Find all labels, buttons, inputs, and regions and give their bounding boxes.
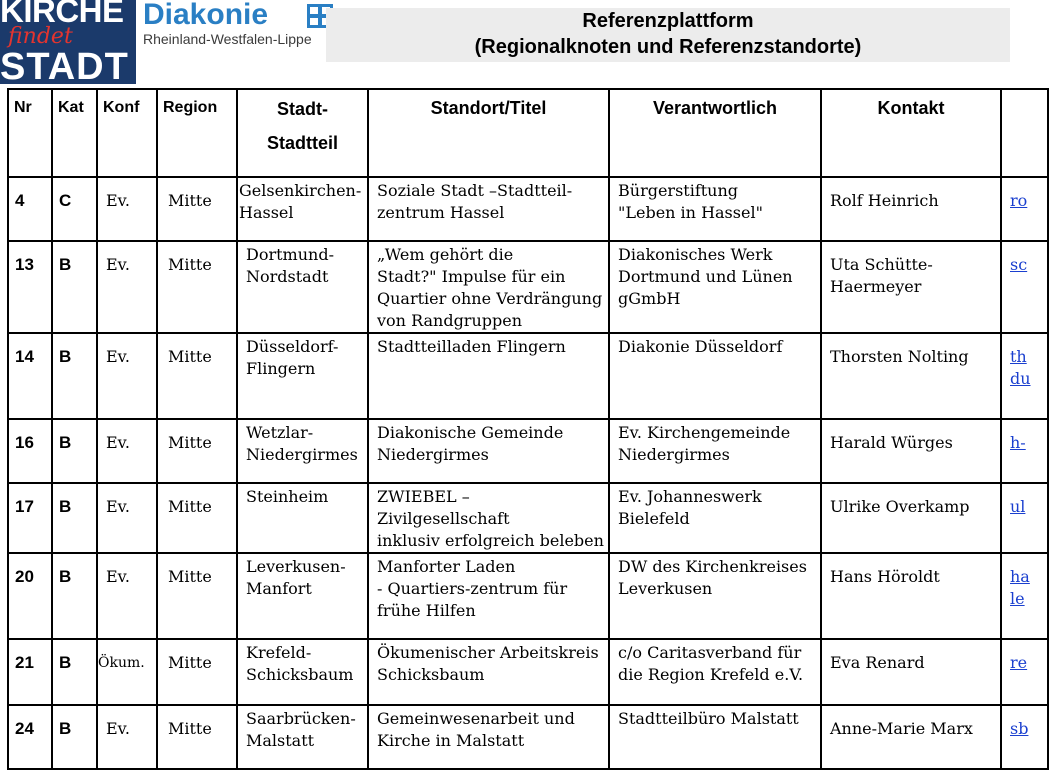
cell-kat: C <box>52 177 97 241</box>
cell-standort-line: „Wem gehört die <box>377 245 514 264</box>
cell-stadt-line: Manfort <box>246 579 312 598</box>
cell-verantwortlich-line: Ev. Johanneswerk <box>618 487 762 506</box>
cell-standort <box>368 419 609 483</box>
cell-verantwortlich <box>609 639 821 705</box>
diakonie-name: Diakonie <box>143 0 269 31</box>
cell-standort <box>368 241 609 333</box>
cell-kat: B <box>52 553 97 639</box>
cell-nr: 20 <box>8 553 52 639</box>
cell-link[interactable] <box>1001 553 1048 639</box>
cell-verantwortlich-line: Ev. Kirchengemeinde <box>618 423 791 442</box>
cell-kontakt-line: Hans Höroldt <box>830 567 940 586</box>
table-row <box>8 333 1048 419</box>
cell-region: Mitte <box>157 639 237 705</box>
cell-kat: B <box>52 705 97 769</box>
diakonie-region: Rheinland-Westfalen-Lippe <box>143 31 312 47</box>
cell-region: Mitte <box>157 333 237 419</box>
cell-link[interactable] <box>1001 177 1048 241</box>
cell-kontakt <box>821 553 1001 639</box>
cell-standort-line: inklusiv erfolgreich beleben <box>377 531 604 550</box>
cell-konf: Ökum. <box>97 639 157 705</box>
cell-standort-line: Niedergirmes <box>377 445 489 464</box>
cell-link[interactable] <box>1001 639 1048 705</box>
contact-email-link[interactable]: ul <box>1010 497 1026 516</box>
cell-stadt-line: Krefeld- <box>246 643 312 662</box>
col-header-konf: Konf <box>97 89 157 177</box>
cell-verantwortlich <box>609 333 821 419</box>
cell-verantwortlich-line: Dortmund und Lünen <box>618 267 793 286</box>
cell-nr: 13 <box>8 241 52 333</box>
cell-kontakt <box>821 639 1001 705</box>
cell-kontakt <box>821 419 1001 483</box>
cell-stadt-line: Hassel <box>239 203 294 222</box>
logo-text-findet: findet <box>8 24 73 49</box>
cell-nr: 24 <box>8 705 52 769</box>
cell-standort-line: ZWIEBEL – Zivilgesellschaft <box>377 487 510 528</box>
cell-kontakt-line: Harald Würges <box>830 433 953 452</box>
cell-region: Mitte <box>157 483 237 553</box>
cell-standort-line: Kirche in Malstatt <box>377 731 525 750</box>
cell-kontakt <box>821 241 1001 333</box>
cell-verantwortlich <box>609 553 821 639</box>
table-row <box>8 705 1048 769</box>
contact-email-link[interactable]: ha <box>1010 567 1030 586</box>
col-header-stadt-line2: Stadtteil <box>266 133 338 153</box>
cell-standort <box>368 705 609 769</box>
table-row <box>8 483 1048 553</box>
contact-email-link[interactable]: sc <box>1010 255 1028 274</box>
cell-stadt-line: Flingern <box>246 359 316 378</box>
cell-region: Mitte <box>157 241 237 333</box>
cell-stadt-line: Nordstadt <box>246 267 329 286</box>
cell-region: Mitte <box>157 177 237 241</box>
cell-standort-line: Soziale Stadt –Stadtteil- <box>377 181 573 200</box>
cell-verantwortlich <box>609 483 821 553</box>
cell-kat: B <box>52 419 97 483</box>
cell-stadt <box>237 553 368 639</box>
cell-link[interactable] <box>1001 333 1048 419</box>
contact-email-link[interactable]: le <box>1010 589 1025 608</box>
contact-email-link[interactable]: sb <box>1010 719 1029 738</box>
cell-nr: 4 <box>8 177 52 241</box>
cell-stadt <box>237 177 368 241</box>
cell-standort <box>368 483 609 553</box>
cell-kontakt-line: Anne-Marie Marx <box>830 719 973 738</box>
cell-link[interactable] <box>1001 419 1048 483</box>
col-header-kat: Kat <box>52 89 97 177</box>
contact-email-link[interactable]: th <box>1010 347 1027 366</box>
cell-standort-line: frühe Hilfen <box>377 601 476 620</box>
cell-standort-line: zentrum Hassel <box>377 203 505 222</box>
cell-verantwortlich-line: Diakonie Düsseldorf <box>618 337 783 356</box>
cell-verantwortlich-line: Niedergirmes <box>618 445 730 464</box>
cell-stadt-line: Steinheim <box>246 487 329 506</box>
cell-verantwortlich <box>609 419 821 483</box>
col-header-standort: Standort/Titel <box>368 89 609 177</box>
cell-konf: Ev. <box>97 241 157 333</box>
cell-standort-line: Stadt?" Impulse für ein <box>377 267 566 286</box>
cell-konf: Ev. <box>97 705 157 769</box>
cell-standort-line: Diakonische Gemeinde <box>377 423 564 442</box>
cell-verantwortlich-line: Bielefeld <box>618 509 690 528</box>
cell-konf: Ev. <box>97 553 157 639</box>
diakonie-logo <box>141 0 336 50</box>
cell-verantwortlich-line: die Region Krefeld e.V. <box>618 665 804 684</box>
col-header-stadt-line1: Stadt- <box>277 99 328 119</box>
cell-standort <box>368 177 609 241</box>
cell-standort-line: Schicksbaum <box>377 665 485 684</box>
cell-link[interactable] <box>1001 241 1048 333</box>
cell-nr: 14 <box>8 333 52 419</box>
table-row <box>8 241 1048 333</box>
title-line-2: (Regionalknoten und Referenzstandorte) <box>474 36 862 58</box>
cell-stadt-line: Leverkusen- <box>246 557 346 576</box>
cell-kontakt <box>821 177 1001 241</box>
cell-konf: Ev. <box>97 333 157 419</box>
cell-kat: B <box>52 241 97 333</box>
cell-stadt <box>237 333 368 419</box>
page-title <box>326 8 1010 62</box>
contact-email-link[interactable]: ro <box>1010 191 1028 210</box>
title-line-1: Referenzplattform <box>582 10 754 32</box>
cell-standort-line: Manforter Laden <box>377 557 516 576</box>
cell-stadt-line: Saarbrücken- <box>246 709 356 728</box>
cell-region: Mitte <box>157 705 237 769</box>
cell-stadt-line: Schicksbaum <box>246 665 354 684</box>
contact-email-link[interactable]: h- <box>1010 433 1026 452</box>
cell-region: Mitte <box>157 419 237 483</box>
logo-text-kirche: KIRCHE <box>0 0 124 29</box>
cell-stadt-line: Niedergirmes <box>246 445 358 464</box>
cell-kat: B <box>52 639 97 705</box>
cell-verantwortlich-line: "Leben in Hassel" <box>618 203 763 222</box>
cell-verantwortlich <box>609 241 821 333</box>
cell-standort-line: - Quartiers-zentrum für <box>377 579 568 598</box>
cell-kat: B <box>52 483 97 553</box>
cell-stadt <box>237 241 368 333</box>
cell-verantwortlich-line: Diakonisches Werk <box>618 245 773 264</box>
reference-table <box>7 88 1049 770</box>
cell-verantwortlich-line: Stadtteilbüro Malstatt <box>618 709 799 728</box>
cell-verantwortlich-line: c/o Caritasverband für <box>618 643 802 662</box>
table-row <box>8 419 1048 483</box>
cell-verantwortlich <box>609 177 821 241</box>
col-header-region: Region <box>157 89 237 177</box>
cell-konf: Ev. <box>97 419 157 483</box>
cell-standort-line: Ökumenischer Arbeitskreis <box>377 643 599 662</box>
logo-text-stadt: STADT <box>0 46 129 88</box>
cell-standort-line: Quartier ohne Verdrängung <box>377 289 603 308</box>
col-header-nr: Nr <box>8 89 52 177</box>
cell-verantwortlich-line: DW des Kirchenkreises <box>618 557 807 576</box>
cell-kontakt-line: Uta Schütte- <box>830 255 933 274</box>
cell-stadt <box>237 483 368 553</box>
cell-verantwortlich-line: Leverkusen <box>618 579 713 598</box>
cell-standort-line: Stadtteilladen Flingern <box>377 337 566 356</box>
cell-verantwortlich-line: gGmbH <box>618 289 681 308</box>
cell-kontakt-line: Haermeyer <box>830 277 922 296</box>
cell-link[interactable] <box>1001 705 1048 769</box>
cell-stadt-line: Malstatt <box>246 731 315 750</box>
cell-stadt <box>237 705 368 769</box>
cell-stadt-line: Gelsenkirchen- <box>239 181 362 200</box>
cell-verantwortlich-line: Bürgerstiftung <box>618 181 739 200</box>
cell-kontakt-line: Ulrike Overkamp <box>830 497 970 516</box>
cell-standort <box>368 333 609 419</box>
col-header-kontakt: Kontakt <box>821 89 1001 177</box>
col-header-stadt <box>237 89 368 177</box>
cell-link[interactable] <box>1001 483 1048 553</box>
cell-kontakt <box>821 483 1001 553</box>
cell-kontakt <box>821 333 1001 419</box>
col-header-verantwortlich: Verantwortlich <box>609 89 821 177</box>
table-header-row <box>8 89 1048 177</box>
cell-kontakt-line: Eva Renard <box>830 653 925 672</box>
col-header-link <box>1001 89 1048 177</box>
cell-region: Mitte <box>157 553 237 639</box>
cell-stadt-line: Düsseldorf- <box>246 337 339 356</box>
table-row <box>8 553 1048 639</box>
cell-standort <box>368 553 609 639</box>
cell-nr: 16 <box>8 419 52 483</box>
cell-kat: B <box>52 333 97 419</box>
cell-standort <box>368 639 609 705</box>
cell-verantwortlich <box>609 705 821 769</box>
cell-kontakt-line: Rolf Heinrich <box>830 191 939 210</box>
cell-standort-line: von Randgruppen <box>377 311 523 330</box>
cell-konf: Ev. <box>97 483 157 553</box>
contact-email-link[interactable]: re <box>1010 653 1028 672</box>
cell-stadt-line: Wetzlar- <box>246 423 314 442</box>
cell-konf: Ev. <box>97 177 157 241</box>
table-row <box>8 639 1048 705</box>
cell-stadt-line: Dortmund- <box>246 245 334 264</box>
cell-kontakt-line: Thorsten Nolting <box>830 347 969 366</box>
cell-nr: 17 <box>8 483 52 553</box>
cell-stadt <box>237 419 368 483</box>
kirche-findet-stadt-logo <box>0 0 136 88</box>
cell-stadt <box>237 639 368 705</box>
table-row <box>8 177 1048 241</box>
cell-nr: 21 <box>8 639 52 705</box>
cell-kontakt <box>821 705 1001 769</box>
contact-email-link[interactable]: du <box>1010 369 1031 388</box>
cell-standort-line: Gemeinwesenarbeit und <box>377 709 575 728</box>
